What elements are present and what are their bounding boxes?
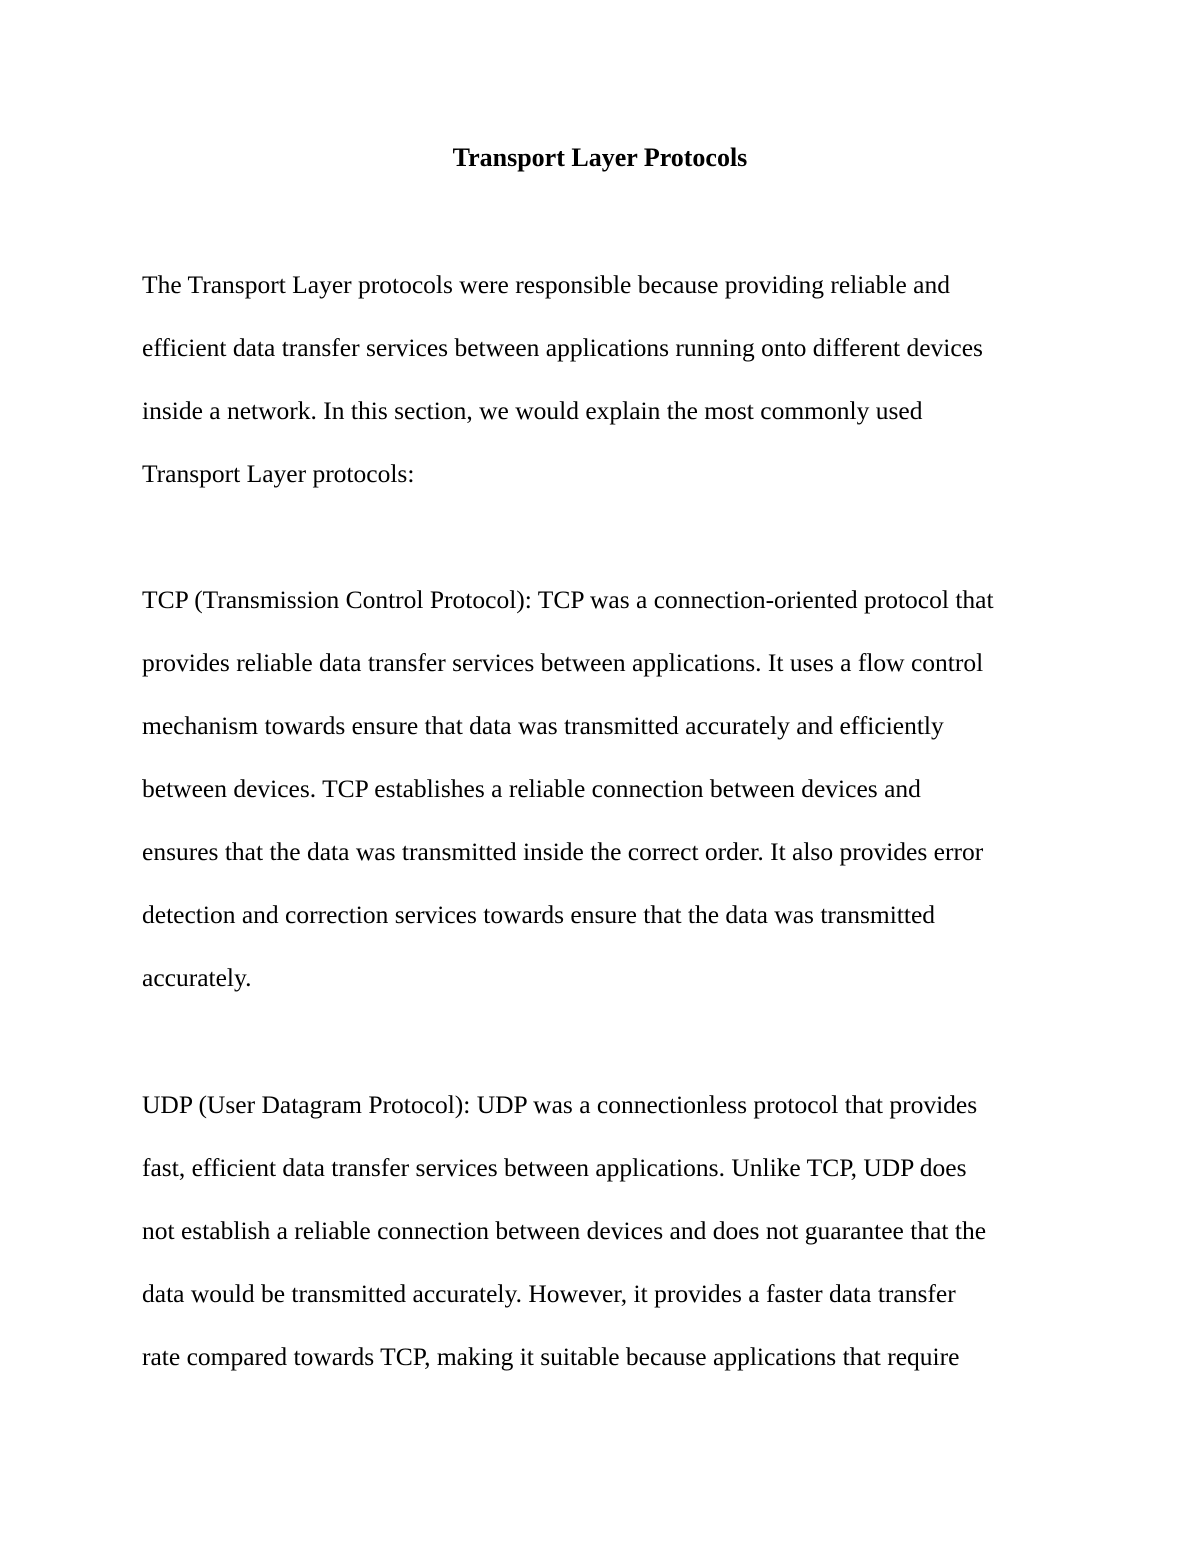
- text-line: UDP (User Datagram Protocol): UDP was a connectionless protocol that provides: [142, 1090, 978, 1119]
- text-line: ensures that the data was transmitted inside the correct order. It also provides error: [142, 837, 984, 866]
- text-line: accurately.: [142, 963, 252, 992]
- text-line: Transport Layer protocols:: [142, 459, 415, 488]
- text-line: not establish a reliable connection between devices and does not guarantee that the: [142, 1216, 987, 1245]
- text-line: between devices. TCP establishes a reliable connection between devices and: [142, 774, 921, 803]
- text-line: TCP (Transmission Control Protocol): TCP was a connection-oriented protocol that: [142, 585, 994, 614]
- text-line: efficient data transfer services between applications running onto different devices: [142, 333, 983, 362]
- text-line: inside a network. In this section, we would explain the most commonly used: [142, 396, 923, 425]
- text-line: provides reliable data transfer services between applications. It uses a flow control: [142, 648, 984, 677]
- text-line: mechanism towards ensure that data was transmitted accurately and efficiently: [142, 711, 944, 740]
- page-title: Transport Layer Protocols: [452, 143, 748, 172]
- text-line: detection and correction services towards ensure that the data was transmitted: [142, 900, 936, 929]
- text-line: fast, efficient data transfer services between applications. Unlike TCP, UDP does: [142, 1153, 967, 1182]
- text-line: rate compared towards TCP, making it suitable because applications that require: [142, 1342, 960, 1371]
- text-line: The Transport Layer protocols were responsible because providing reliable and: [142, 270, 950, 299]
- text-line: data would be transmitted accurately. However, it provides a faster data transfer: [142, 1279, 956, 1308]
